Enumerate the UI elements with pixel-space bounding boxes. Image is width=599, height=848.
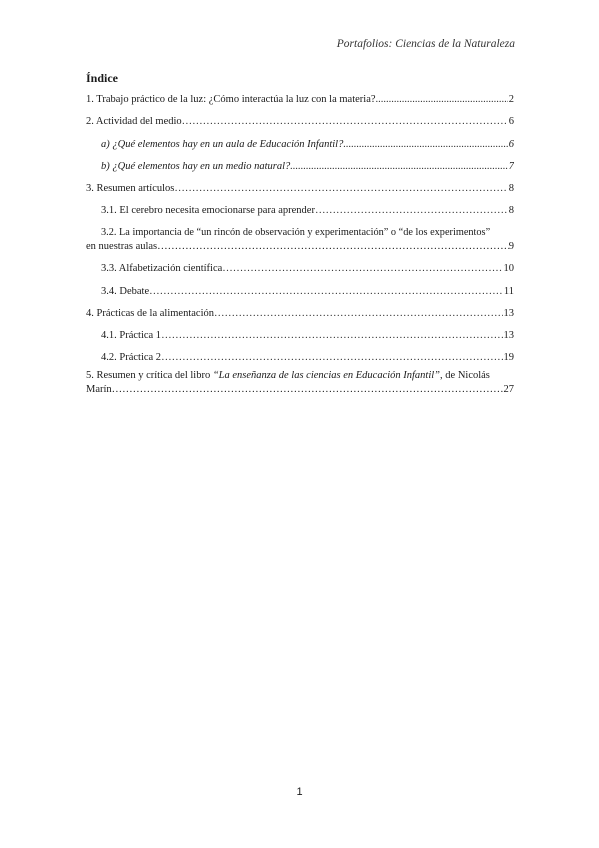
dot-leader	[343, 138, 507, 151]
toc-entry-label: 3.4. Debate	[101, 286, 150, 297]
toc-entry-label: 3.1. El cerebro necesita emocionarse para aprender	[101, 205, 315, 216]
toc-entry-page: 8	[508, 205, 514, 216]
dot-leader	[157, 240, 509, 254]
dot-leader	[112, 383, 504, 397]
dot-leader	[376, 93, 508, 106]
toc-entry-page: 13	[503, 308, 514, 319]
dot-leader	[315, 204, 508, 217]
toc-entry-page: 13	[503, 330, 514, 341]
page-number: 1	[296, 786, 303, 798]
toc-entry-label-line1: 3.2. La importancia de “un rincón de observación y experimentación” o “de los experimentos”	[101, 227, 491, 238]
dot-leader	[149, 285, 503, 298]
toc-title: Índice	[86, 71, 119, 85]
toc-entry-label: 4. Prácticas de la alimentación	[86, 308, 214, 319]
toc-entry-label-suffix: , de Nicolás	[440, 370, 490, 381]
toc-entry-3[interactable]	[86, 182, 514, 195]
dot-leader	[290, 160, 507, 173]
toc-entry-2[interactable]	[86, 115, 514, 128]
toc-entry-page: 10	[503, 263, 514, 274]
toc-entry-page: 7	[508, 161, 514, 172]
toc-entry-2a[interactable]	[101, 138, 514, 151]
toc-entry-page: 19	[503, 352, 514, 363]
toc-entry-page: 8	[508, 183, 514, 194]
toc-entry-page: 6	[508, 139, 514, 150]
toc-entry-label-line2: en nuestras aulas	[86, 241, 158, 252]
toc-entry-page: 27	[503, 384, 514, 395]
toc-entry-page: 2	[508, 94, 514, 105]
toc-entry-3-4[interactable]	[101, 285, 514, 298]
toc-entry-1[interactable]	[86, 93, 514, 106]
toc-entry-page: 6	[508, 116, 514, 127]
toc-entry-page: 9	[508, 241, 514, 252]
toc-entry-label: 3.3. Alfabetización científica	[101, 263, 223, 274]
toc-entry-4-2[interactable]	[101, 351, 514, 364]
toc-entry-5[interactable]	[86, 369, 514, 397]
toc-entry-3-2[interactable]	[86, 226, 514, 254]
running-header: Portafolios: Ciencias de la Naturaleza	[336, 38, 515, 50]
dot-leader	[174, 182, 507, 195]
toc-entry-page: 11	[503, 286, 514, 297]
dot-leader	[214, 307, 503, 320]
toc-entry-label: 3. Resumen artículos	[86, 183, 175, 194]
toc-entry-label: 4.1. Práctica 1	[101, 330, 162, 341]
toc-entry-label-line1	[86, 369, 514, 383]
toc-entry-3-3[interactable]	[101, 262, 514, 275]
toc-entry-label: 4.2. Práctica 2	[101, 352, 162, 363]
toc-entry-4-1[interactable]	[101, 329, 514, 342]
book-title: “La enseñanza de las ciencias en Educación Infantil”	[212, 370, 441, 381]
toc-entry-3-1[interactable]	[101, 204, 514, 217]
toc-entry-label-line2: Marín	[86, 384, 112, 395]
toc-entry-4[interactable]	[86, 307, 514, 320]
toc-entry-label: a) ¿Qué elementos hay en un aula de Educación Infantil?	[101, 139, 344, 150]
toc-entry-label: 1. Trabajo práctico de la luz: ¿Cómo interactúa la luz con la materia?	[86, 94, 376, 105]
dot-leader	[161, 329, 502, 342]
toc-entry-2b[interactable]	[101, 160, 514, 173]
dot-leader	[222, 262, 502, 275]
toc-entry-label-prefix: 5. Resumen y crítica del libro	[86, 370, 213, 381]
dot-leader	[161, 351, 502, 364]
toc-entry-label: 2. Actividad del medio	[86, 116, 182, 127]
dot-leader	[182, 115, 508, 128]
toc-entry-label: b) ¿Qué elementos hay en un medio natural?	[101, 161, 291, 172]
